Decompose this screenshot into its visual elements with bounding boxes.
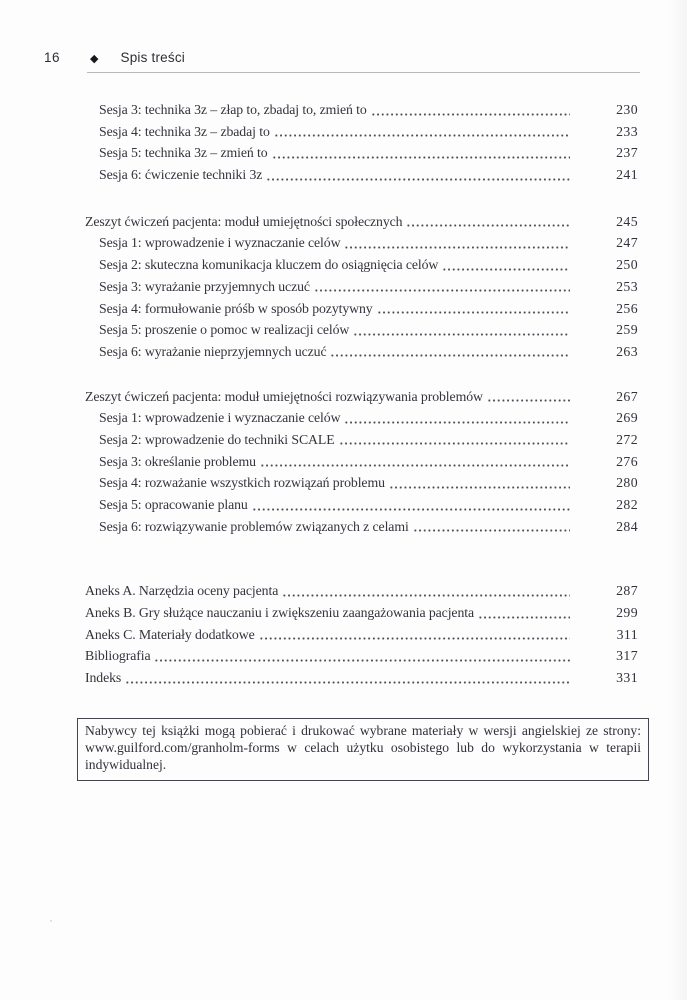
dot-leader: [487, 386, 570, 408]
toc-entry-label: Sesja 4: technika 3z – zbadaj to: [99, 123, 270, 139]
dot-leader: [259, 624, 570, 646]
toc-entry: [85, 494, 638, 516]
toc-entry: [85, 164, 638, 186]
dot-leader: [274, 121, 570, 143]
toc-entry-page: 237: [616, 145, 638, 161]
toc-entry-page: 280: [616, 475, 638, 491]
dot-leader: [272, 142, 570, 164]
toc-entry: [85, 645, 638, 667]
toc-entry-label: Sesja 1: wprowadzenie i wyznaczanie celów: [99, 410, 341, 426]
toc-entry: [85, 341, 638, 363]
toc-section: [85, 99, 638, 186]
toc-entry-page: 284: [616, 518, 638, 534]
toc-entry-page: 263: [616, 343, 638, 359]
toc-entry-label: Sesja 2: skuteczna komunikacja kluczem do osiągnięcia celów: [99, 257, 439, 273]
toc-entry: [85, 580, 638, 602]
toc-entry: [85, 386, 638, 408]
dot-leader: [371, 99, 570, 121]
toc-entry: [85, 407, 638, 429]
dot-leader: [125, 667, 570, 689]
toc-entry-page: 269: [616, 410, 638, 426]
dot-leader: [282, 580, 570, 602]
dot-leader: [344, 232, 570, 254]
toc-entry-label: Aneks A. Narzędzia oceny pacjenta: [85, 583, 279, 599]
dot-leader: [252, 494, 570, 516]
toc-entry: [85, 602, 638, 624]
dot-leader: [344, 407, 570, 429]
dot-leader: [314, 276, 570, 298]
toc-entry-page: 233: [616, 123, 638, 139]
toc-entry-page: 272: [616, 431, 638, 447]
toc-entry-label: Sesja 4: rozważanie wszystkich rozwiązań problemu: [99, 475, 385, 491]
toc-entry: [85, 429, 638, 451]
download-note-text: Nabywcy tej książki mogą pobierać i drukować wybrane materiały w wersji angielskiej ze strony: www.guilford.com/granholm-forms w celach użytku osobistego lub do wykorzystania w terapii indywidualnej.: [85, 723, 641, 773]
toc-entry-label: Sesja 6: wyrażanie nieprzyjemnych uczuć: [99, 343, 327, 359]
scan-speck: [50, 920, 52, 922]
toc-entry-page: 247: [616, 235, 638, 251]
toc-entry-label: Zeszyt ćwiczeń pacjenta: moduł umiejętności rozwiązywania problemów: [85, 388, 483, 404]
toc-entry-page: 256: [616, 300, 638, 316]
toc-entry-page: 317: [616, 648, 638, 664]
dot-leader: [266, 164, 570, 186]
toc-entry-label: Sesja 3: określanie problemu: [99, 453, 256, 469]
toc-entry-label: Aneks B. Gry służące nauczaniu i zwiększeniu zaangażowania pacjenta: [85, 605, 475, 621]
toc-entry: [85, 319, 638, 341]
toc-entry-page: 311: [616, 626, 638, 642]
toc-entry-page: 287: [616, 583, 638, 599]
toc-entry-page: 253: [616, 278, 638, 294]
toc-entry-label: Sesja 5: opracowanie planu: [99, 497, 248, 512]
toc-entry-label: Sesja 5: technika 3z – zmień to: [99, 145, 268, 161]
toc-section: [85, 386, 638, 538]
dot-leader: [413, 516, 570, 538]
folio-page-number: 16: [44, 50, 61, 65]
toc-entry-label: Sesja 2: wprowadzenie do techniki SCALE: [99, 431, 335, 447]
dot-leader: [478, 602, 570, 624]
toc-section: [85, 580, 638, 688]
diamond-icon: ◆: [90, 53, 99, 65]
toc-entry: [85, 254, 638, 276]
toc-entry-label: Bibliografia: [85, 648, 151, 664]
toc-section: [85, 211, 638, 363]
dot-leader: [339, 429, 570, 451]
toc-entry: [85, 451, 638, 473]
toc-entry: [85, 211, 638, 233]
toc-entry: [85, 624, 638, 646]
header-rule: [87, 72, 640, 73]
running-head: [44, 50, 647, 65]
toc-entry-page: 241: [616, 167, 638, 183]
toc-entry-page: 230: [616, 102, 638, 117]
toc-entry-label: Sesja 3: wyrażanie przyjemnych uczuć: [99, 278, 310, 294]
dot-leader: [260, 451, 570, 473]
toc-entry-label: Sesja 6: rozwiązywanie problemów związanych z celami: [99, 518, 409, 534]
toc-entry-label: Aneks C. Materiały dodatkowe: [85, 626, 255, 642]
dot-leader: [406, 211, 570, 233]
toc-entry: [85, 667, 638, 689]
toc-entry: [85, 99, 638, 121]
toc-entry-label: Indeks: [85, 670, 122, 686]
running-head-title: Spis treści: [120, 50, 185, 65]
toc-entry-label: Sesja 4: formułowanie próśb w sposób pozytywny: [99, 300, 373, 316]
toc-entry-page: 299: [616, 605, 638, 621]
table-of-contents: [85, 90, 638, 689]
toc-entry: [85, 472, 638, 494]
dot-leader: [377, 298, 570, 320]
toc-entry: [85, 232, 638, 254]
toc-entry-page: 245: [616, 213, 638, 229]
toc-entry-label: Sesja 6: ćwiczenie techniki 3z: [99, 167, 263, 183]
toc-entry-page: 267: [616, 388, 638, 404]
toc-entry: [85, 142, 638, 164]
dot-leader: [389, 472, 570, 494]
toc-entry: [85, 516, 638, 538]
dot-leader: [330, 341, 570, 363]
toc-entry-page: 276: [616, 453, 638, 469]
toc-entry-label: Sesja 5: proszenie o pomoc w realizacji celów: [99, 322, 350, 338]
toc-entry-label: Zeszyt ćwiczeń pacjenta: moduł umiejętności społecznych: [85, 213, 403, 229]
toc-entry-page: 250: [616, 257, 638, 273]
dot-leader: [353, 319, 570, 341]
toc-entry-page: 282: [616, 497, 638, 512]
toc-entry-label: Sesja 1: wprowadzenie i wyznaczanie celów: [99, 235, 341, 251]
toc-entry-label: Sesja 3: technika 3z – złap to, zbadaj to, zmień to: [99, 102, 367, 117]
toc-entry: [85, 121, 638, 143]
dot-leader: [154, 645, 570, 667]
toc-entry-page: 259: [616, 322, 638, 338]
download-note-box: [77, 718, 649, 781]
toc-entry-page: 331: [616, 670, 638, 686]
dot-leader: [442, 254, 570, 276]
toc-entry: [85, 276, 638, 298]
toc-entry: [85, 298, 638, 320]
